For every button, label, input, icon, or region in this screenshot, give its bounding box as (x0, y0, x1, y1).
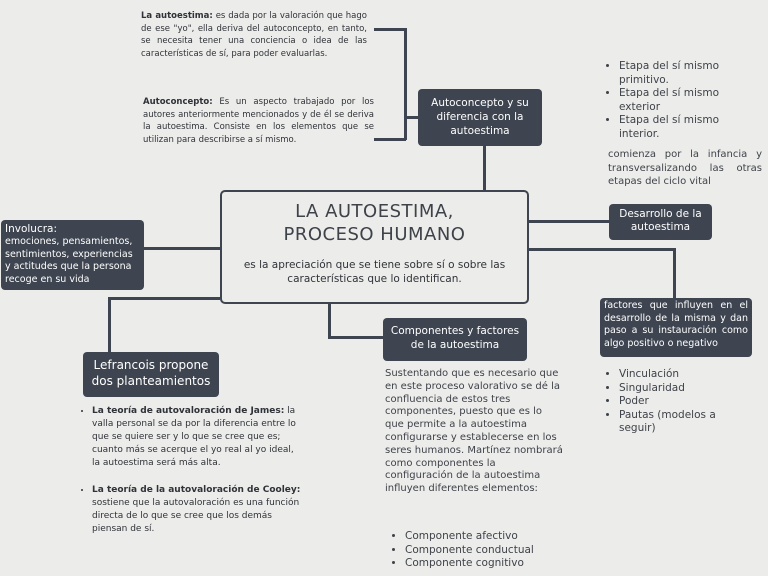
componentes-list (393, 530, 553, 571)
componente-item: • Componente afectivo (405, 530, 553, 544)
involucra-text: emociones, pensamientos, sentimientos, experiencias y actitudes que la persona recoge en su vida (5, 236, 133, 285)
connector-center-componentes-h (328, 336, 384, 339)
lefrancois-theories (80, 405, 303, 536)
connector-center-lefrancois-v (108, 297, 111, 352)
involucra-label: Involucra: (5, 223, 58, 235)
desarrollo-note-text: comienza por la infancia y transversalizando las otras etapas del ciclo vital (608, 149, 762, 187)
node-factores-label: factores que influyen en el desarrollo de la misma y dan paso a su instauración como algo positivo o negativo (604, 300, 748, 349)
connector-center-involucra (144, 247, 220, 250)
componentes-text (385, 368, 563, 496)
connector-bracket-top (374, 28, 406, 31)
factor-item: • Singularidad (619, 382, 727, 396)
connector-center-factores (529, 248, 675, 251)
node-autoconcepto[interactable] (418, 89, 542, 146)
componente-item: • Componente cognitivo (405, 557, 553, 571)
connector-center-componentes-v (328, 304, 331, 338)
autoconcepto-text: Es un aspecto trabajado por los autores anteriormente mencionados y de él se deriva la autoestima. Consiste en los elementos que se utilizan para describirse a sí mismo. (143, 97, 374, 145)
central-topic[interactable] (220, 190, 529, 304)
connector-bracket-to-node (404, 116, 418, 119)
cooley-text: sostiene que la autovaloración es una función directa de lo que se cree que los demás piensan de sí. (92, 498, 300, 534)
connector-center-autoconcepto (483, 146, 486, 190)
desarrollo-note (608, 148, 762, 189)
cooley-term: La teoría de la autovaloración de Cooley: (92, 485, 301, 495)
theory-james (92, 405, 303, 470)
connector-bracket-bottom (374, 138, 406, 141)
node-autoconcepto-label: Autoconcepto y su diferencia con la autoestima (431, 97, 529, 137)
node-componentes-label: Componentes y factores de la autoestima (390, 325, 520, 351)
node-lefrancois[interactable] (83, 352, 219, 397)
central-title-line2: PROCESO HUMANO (283, 224, 466, 245)
node-lefrancois-label: Lefrancois propone dos planteamientos (91, 358, 211, 388)
stage-item: • Etapa del sí mismo primitivo. (619, 60, 737, 87)
factores-list (607, 368, 727, 436)
node-desarrollo-label: Desarrollo de la autoestima (619, 208, 702, 233)
connector-center-desarrollo (529, 220, 609, 223)
central-title-line1: LA AUTOESTIMA, (295, 201, 454, 222)
autoestima-term: La autoestima: (141, 11, 213, 21)
componentes-description: Sustentando que es necesario que en este proceso valorativo se dé la confluencia de estos tres componentes, puesto que es lo que permite a la autoestima configurarse y establecerse en los seres humanos. Martínez nombrará como componentes la configuración de la autoestima influyen diferentes elementos: (385, 368, 563, 495)
node-factores[interactable] (600, 298, 752, 357)
autoestima-text: es dada por la valoración que hago de ese "yo", ella deriva del autoconcepto, en tanto, se necesita tener una conciencia o idea de las características de sí, para poder evaluarlas. (141, 11, 367, 59)
connector-autoconcepto-bracket (404, 28, 407, 140)
autoestima-definition (141, 10, 367, 60)
autoconcepto-definition (143, 96, 374, 146)
autoconcepto-term: Autoconcepto: (143, 97, 213, 107)
central-subtitle: es la apreciación que se tiene sobre sí o sobre las características que lo identifican. (243, 259, 506, 285)
connector-factores-vertical (673, 248, 676, 298)
factor-item: • Poder (619, 395, 727, 409)
factor-item: • Pautas (modelos a seguir) (619, 409, 727, 436)
theory-cooley (92, 484, 303, 536)
connector-center-lefrancois-h (108, 297, 220, 300)
james-term: La teoría de autovaloración de James: (92, 406, 285, 416)
node-desarrollo[interactable] (609, 204, 712, 240)
james-text: la valla personal se da por la diferencia entre lo que se quiere ser y lo que se cree que es; cuanto más se acerque el yo real al yo ideal, la autoestima será más alta. (92, 406, 296, 468)
componente-item: • Componente conductual (405, 544, 553, 558)
stage-item: • Etapa del sí mismo interior. (619, 114, 737, 141)
node-involucra[interactable] (1, 220, 144, 290)
factor-item: • Vinculación (619, 368, 727, 382)
stage-item: • Etapa del sí mismo exterior (619, 87, 737, 114)
node-componentes[interactable] (383, 318, 527, 361)
desarrollo-stages (607, 60, 737, 141)
